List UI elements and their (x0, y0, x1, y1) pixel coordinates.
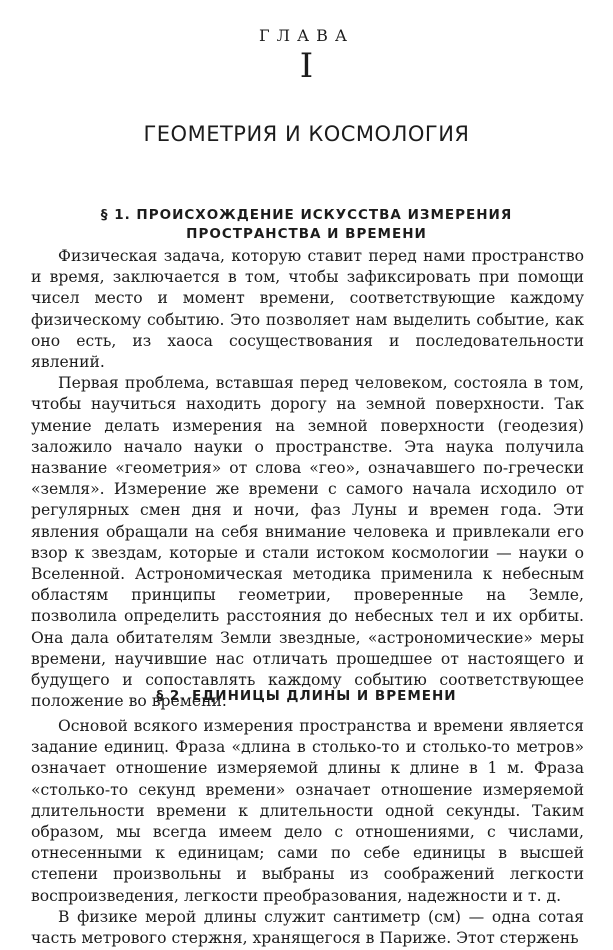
paragraph: Основой всякого измерения пространства и времени является задание единиц. Фраза «длина в столько-то и столько-то метров» означает отношение измеряемой длины к длине в 1 м. Фраза «столько-то секунд времени» означает отношение измеряемой длительности времени к длительности одной секунды. Таким образом, мы всегда имеем дело с отношениями, с числами, отнесенными к единицам; сами по себе единицы в высшей степени произвольны и выбраны из соображений легкости воспроизведения, легкости преобразования, надежности и т. д. (31, 717, 584, 905)
paragraph: В физике мерой длины служит сантиметр (см) — одна сотая часть метрового стержня, хранящегося в Париже. Этот стержень (31, 907, 584, 948)
section-2-heading: § 2. ЕДИНИЦЫ ДЛИНЫ И ВРЕМЕНИ (156, 688, 457, 704)
section-1-heading (0, 206, 613, 244)
paragraph: Физическая задача, которую ставит перед нами пространство и время, заключается в том, чтобы зафиксировать при помощи чисел место и момент времени, соответствующие каждому физическому событию. Это позволяет нам выделить событие, как оно есть, из хаоса сосуществования и последовательности явлений. (31, 247, 584, 372)
chapter-number: I (299, 46, 314, 86)
section-1-heading-line-1: § 1. ПРОИСХОЖДЕНИЕ ИСКУССТВА ИЗМЕРЕНИЯ (100, 207, 513, 223)
section-2-body (31, 716, 584, 949)
section-1-heading-line-2: ПРОСТРАНСТВА И ВРЕМЕНИ (186, 226, 427, 242)
paragraph: Первая проблема, вставшая перед человеком, состояла в том, чтобы научиться находить дорогу на земной поверхности. Так умение делать измерения на земной поверхности (геодезия) заложило начало науки о пространстве. Эта наука получила название «геометрия» от слова «гео», означавшего по-гречески «земля». Измерение же времени с самого начала исходило от регулярных смен дня и ночи, фаз Луны и времен года. Эти явления обращали на себя внимание человека и привлекали его взор к звездам, которые и стали истоком космологии — науки о Вселенной. Астрономическая методика применила к небесным областям принципы геометрии, проверенные на Земле, позволила определить расстояния до небесных тел и их орбиты. Она дала обитателям Земли звездные, «астрономические» меры времени, научившие нас отличать прошедшее от настоящего и будущего и сопоставлять каждому событию соответствующее положение во времени. (31, 374, 584, 711)
chapter-label: ГЛАВА (259, 26, 354, 45)
chapter-title: ГЕОМЕТРИЯ И КОСМОЛОГИЯ (143, 122, 470, 146)
section-1-body (31, 246, 584, 712)
